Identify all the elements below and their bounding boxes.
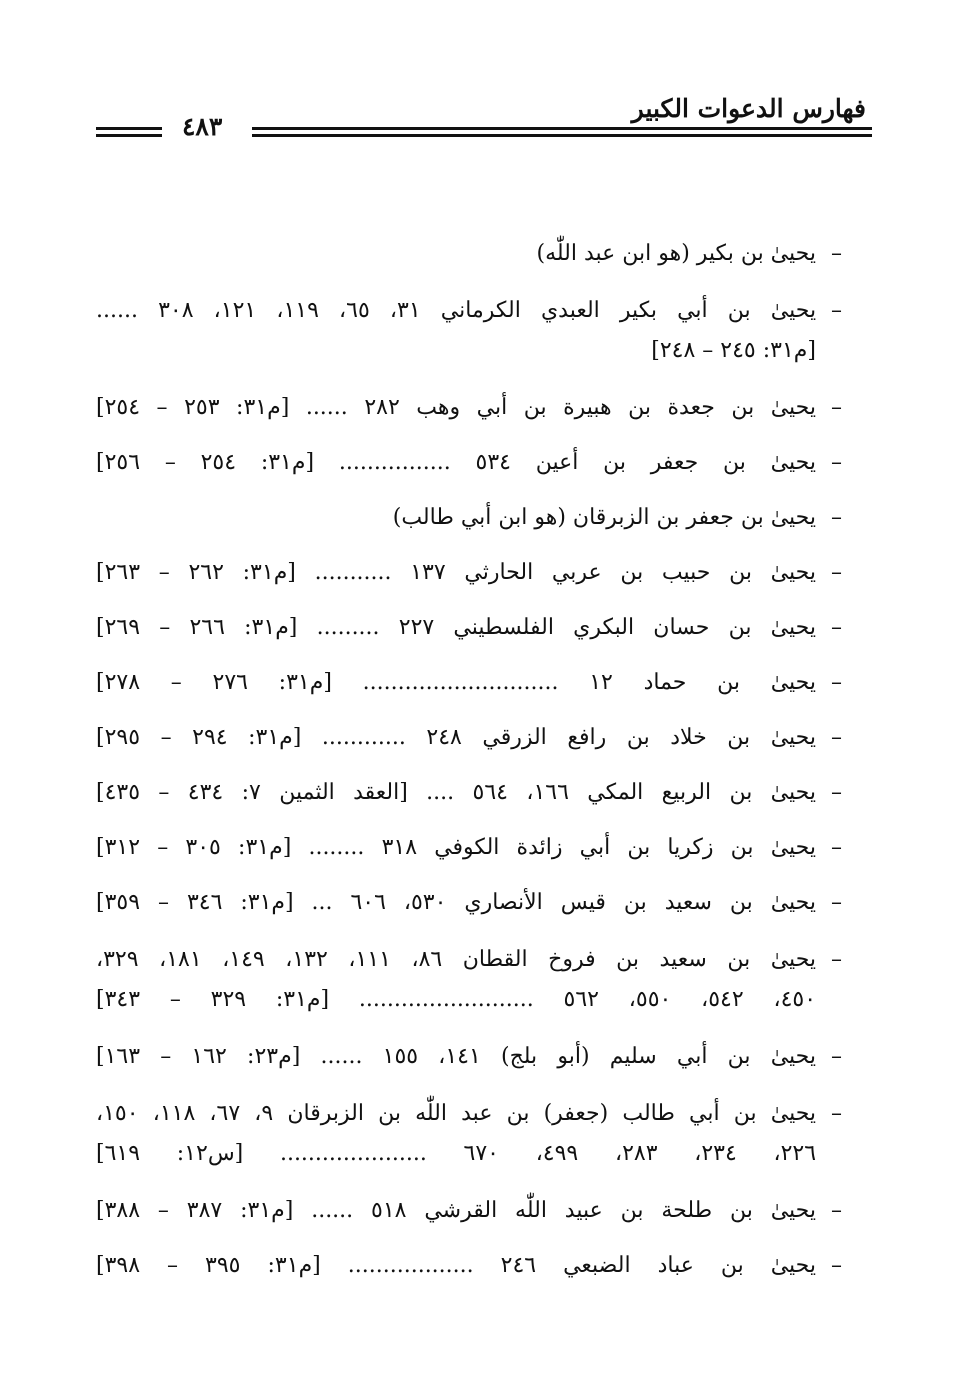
entry-dash: –	[831, 560, 842, 585]
running-title: فهارس الدعوات الكبير	[631, 94, 866, 123]
entry-dash: –	[831, 1253, 842, 1278]
index-entries	[96, 236, 842, 1303]
index-entry	[96, 1193, 842, 1229]
entry-dash: –	[831, 241, 842, 266]
entry-line: يحيىٰ بن حماد ١٢ ............................ [م٣١: ٢٧٦ – ٢٧٨]	[96, 670, 817, 695]
entry-line: يحيىٰ بن زكريا بن أبي زائدة الكوفي ٣١٨ ........ [م٣١: ٣٠٥ – ٣١٢]	[96, 835, 817, 860]
entry-line: [م٣١: ٢٤٥ – ٢٤٨]	[651, 338, 816, 363]
entry-dash: –	[831, 298, 842, 323]
entry-line: يحيىٰ بن جعفر بن أعين ٥٣٤ ................ [م٣١: ٢٥٤ – ٢٥٦]	[96, 450, 816, 475]
entry-line: يحيىٰ بن سعيد بن فروخ القطان ٨٦، ١١١، ١٣٢، ١٤٩، ١٨١، ٣٢٩،	[96, 947, 817, 972]
entry-dash: –	[831, 1044, 842, 1069]
index-entry	[96, 885, 842, 921]
entry-dash: –	[831, 615, 842, 640]
index-entry	[96, 830, 842, 866]
index-entry	[96, 390, 842, 426]
header-rule-right	[252, 127, 872, 137]
entry-line: يحيىٰ بن أبي بكير العبدي الكرماني ٣١، ٦٥، ١١٩، ١٢١، ٣٠٨ ......	[96, 298, 817, 323]
entry-dash: –	[831, 947, 842, 972]
index-entry	[96, 236, 842, 272]
index-entry	[96, 555, 842, 591]
entry-line: ٢٢٦، ٢٣٤، ٢٨٣، ٤٩٩، ٦٧٠ ..................... [س١٢: ٦١٩]	[96, 1141, 817, 1166]
page-number: ٤٨٣	[182, 112, 223, 141]
entry-dash: –	[831, 890, 842, 915]
entry-line: يحيىٰ بن حسان البكري الفلسطيني ٢٢٧ ......... [م٣١: ٢٦٦ – ٢٦٩]	[96, 615, 816, 640]
entry-line: يحيىٰ بن عباد الضبعي ٢٤٦ .................. [م٣١: ٣٩٥ – ٣٩٨]	[96, 1253, 816, 1278]
entry-line: يحيىٰ بن جعفر بن الزبرقان (هو ابن أبي طالب)	[392, 505, 816, 530]
entry-line: يحيىٰ بن أبي طالب (جعفر) بن عبد اللّٰه بن الزبرقان ٩، ٦٧، ١١٨، ١٥٠،	[96, 1101, 817, 1126]
index-entry	[96, 1094, 842, 1174]
index-entry	[96, 500, 842, 536]
entry-line: يحيىٰ بن بكير (هو ابن عبد اللّٰه)	[536, 241, 816, 266]
index-entry	[96, 665, 842, 701]
entry-line: ٤٥٠، ٥٤٢، ٥٥٠، ٥٦٢ ......................... [م٣١: ٣٢٩ – ٣٤٣]	[96, 987, 817, 1012]
index-entry	[96, 445, 842, 481]
index-entry	[96, 1248, 842, 1284]
index-entry	[96, 1039, 842, 1075]
entry-line: يحيىٰ بن حبيب بن عربي الحارثي ١٣٧ ........... [م٣١: ٢٦٢ – ٢٦٣]	[96, 560, 816, 585]
entry-dash: –	[831, 725, 842, 750]
entry-dash: –	[831, 395, 842, 420]
index-entry	[96, 775, 842, 811]
entry-line: يحيىٰ بن خلاد بن رافع الزرقي ٢٤٨ ............ [م٣١: ٢٩٤ – ٢٩٥]	[96, 725, 816, 750]
index-entry	[96, 940, 842, 1020]
entry-dash: –	[831, 780, 842, 805]
entry-line: يحيىٰ بن سعيد بن قيس الأنصاري ٥٣٠، ٦٠٦ ... [م٣١: ٣٤٦ – ٣٥٩]	[96, 890, 816, 915]
entry-line: يحيىٰ بن جعدة بن هبيرة بن أبي وهب ٢٨٢ ...... [م٣١: ٢٥٣ – ٢٥٤]	[96, 395, 817, 420]
entry-line: يحيىٰ بن أبي سليم (أبو بلج) ١٤١، ١٥٥ ...... [م٢٣: ١٦٢ – ١٦٣]	[96, 1044, 816, 1069]
header-rule-left	[96, 127, 162, 137]
entry-dash: –	[831, 450, 842, 475]
entry-dash: –	[831, 1198, 842, 1223]
page-header	[96, 86, 872, 146]
entry-dash: –	[831, 1101, 842, 1126]
entry-line: يحيىٰ بن طلحة بن عبيد اللّٰه القرشي ٥١٨ ...... [م٣١: ٣٨٧ – ٣٨٨]	[96, 1198, 817, 1223]
entry-dash: –	[831, 670, 842, 695]
entry-dash: –	[831, 505, 842, 530]
index-entry	[96, 291, 842, 371]
entry-line: يحيىٰ بن الربيع المكي ١٦٦، ٥٦٤ .... [العقد الثمين ٧: ٤٣٤ – ٤٣٥]	[96, 780, 816, 805]
index-entry	[96, 610, 842, 646]
index-entry	[96, 720, 842, 756]
entry-dash: –	[831, 835, 842, 860]
